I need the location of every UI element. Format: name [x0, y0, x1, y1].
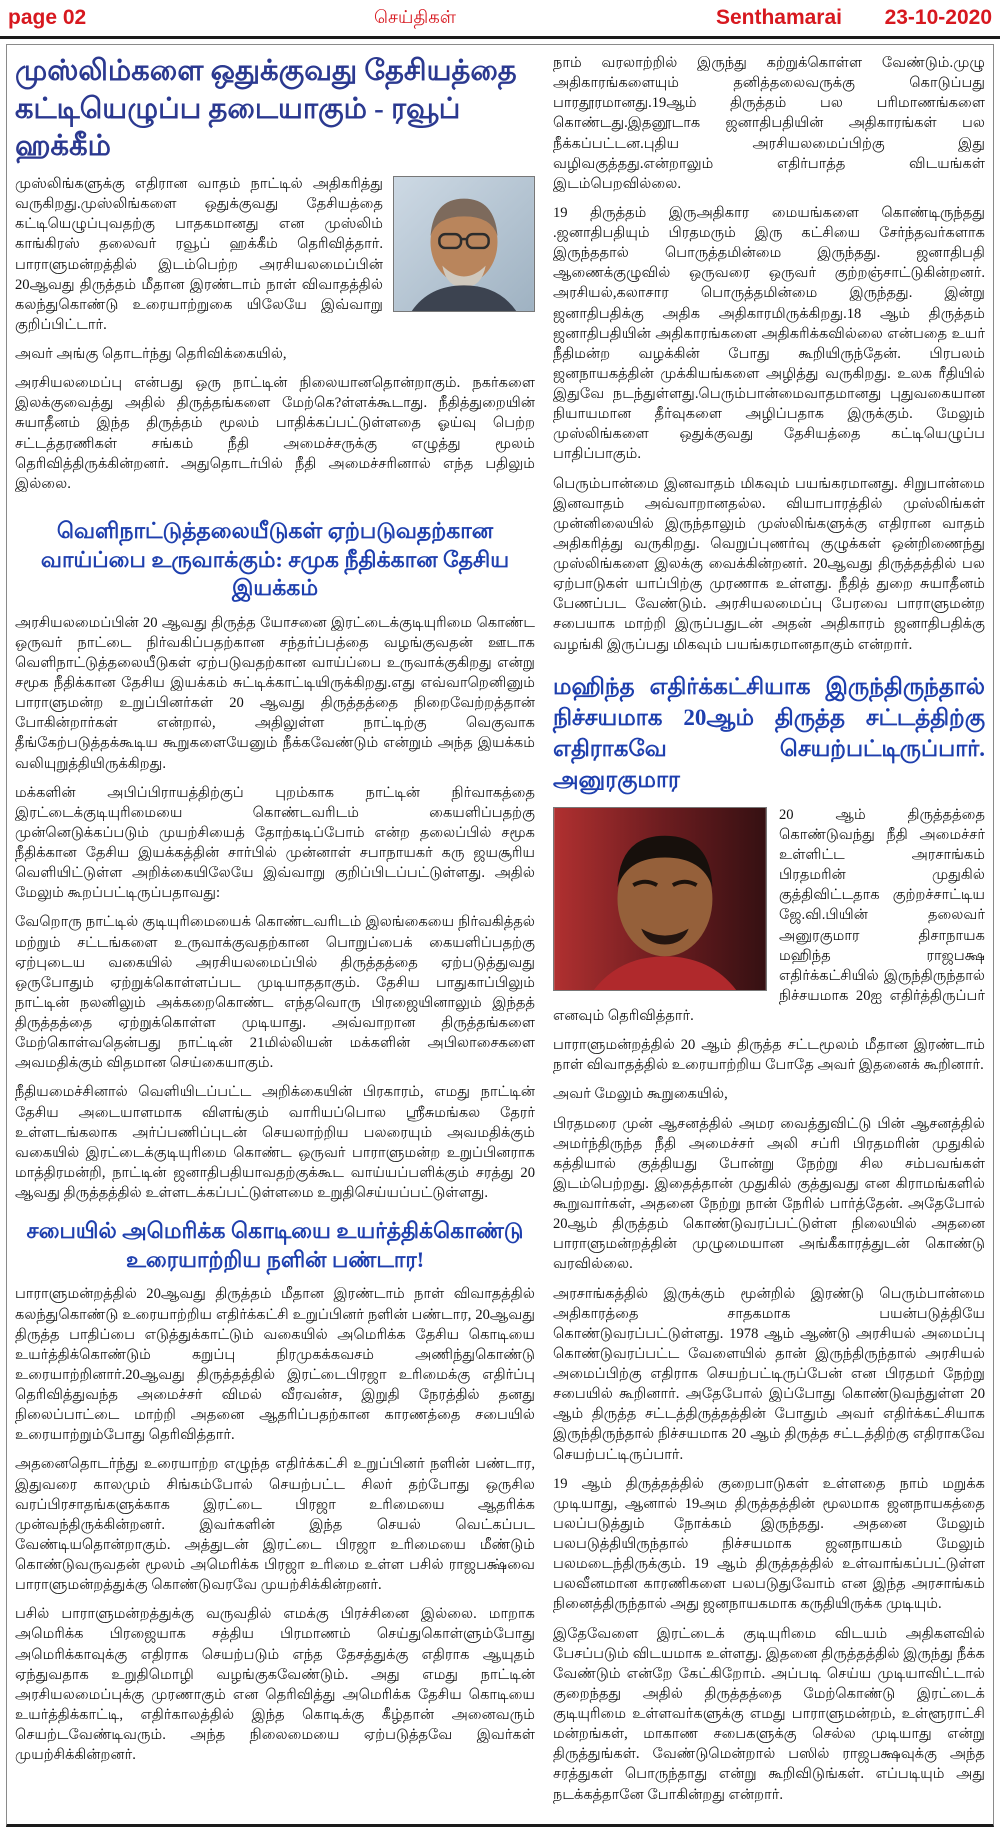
issue-date: 23-10-2020 [884, 6, 992, 29]
article-paragraph: அவர் அங்கு தொடர்ந்து தெரிவிக்கையில், [15, 346, 287, 363]
article3-body [15, 1284, 535, 1765]
article-paragraph: பெரும்பான்மை இனவாதம் மிகவும் பயங்கரமானது. சிறுபான்மை இனவாதம் அவ்வாறானதல்ல. வியாபாரத்தில் முஸ்லிங்கள் முன்னிலையில் இருந்தாலும் முஸ்லிங்களுக்கு எதிரான வாதம் அதிகரித்து வருகிறது. வெறுப்புணர்வு குழுக்கள் ஒன்றிணைந்து முஸ்லிங்களை இலக்கு வைக்கின்றனர். 20ஆவது திருத்தத்தில் பல ஏற்பாடுகள் யாப்பிற்கு முரணாக உள்ளது. நீதித் துறை சுயாதீனம் பேணப்பட வேண்டும். அரசியலமைப்பு பேரவை பாராளுமன்ற சபையாக மாற்றி இருப்பதுடன் அதன் அதிகாரம் ஜனாதிபதிக்கு வழங்கி இருப்பது மிகவும் பயங்கரமானதாகும் என்றார். [553, 475, 985, 653]
article-paragraph: முஸ்லிங்களுக்கு எதிரான வாதம் நாட்டில் அதிகரித்து வருகிறது.முஸ்லிங்களை ஒதுக்குவது தேசியத்தை கட்டியெழுப்புவதற்கு பாதகமானது என முஸ்லிம் காங்கிரஸ் தலைவர் ரவூப் ஹக்கீம் தெரிவித்தார். பாராளுமன்றத்தில் இடம்பெற்ற அரசியலமைப்பின் 20ஆவது திருத்தம் மீதான இரண்டாம் நாள் விவாதத்தில் கலந்துகொண்டு உரையாற்றுகை யிலேயே இவ்வாறு குறிப்பிட்டார். [15, 176, 383, 333]
masthead-divider [0, 36, 1000, 39]
article-paragraph: பசில் பாராளுமன்றத்துக்கு வருவதில் எமக்கு பிரச்சினை இல்லை. மாறாக அமெரிக்க பிரஜையாக சத்திய பிரமாணம் செய்துகொள்ளும்போது அமெரிக்காவுக்கு எதிராக செயற்படும் எந்த தேசத்துக்கு எதிராக ஆயுதம் ஏந்துவதாக உறுதிமொழி வழங்குகவேண்டும். அது எமது நாட்டின் அரசியலமைப்புக்கு முரணாகும் என தெரிவித்து அமெரிக்க தேசிய கொடியை உயர்த்திக்காட்டி, எதிர்காலத்தில் இந்த கொடிக்கு கீழ்தான் அனைவரும் செயற்டவேண்டிவரும். அந்த நிலைமையை ஏற்படுத்தவே இவர்கள் முயற்சிக்கின்றனர். [15, 1606, 535, 1764]
article2-headline: வெளிநாட்டுத்தலையீடுகள் ஏற்படுவதற்கான வாய்ப்பை உருவாக்கும்: சமுக நீதிக்கான தேசிய இயக்கம் [40, 517, 510, 601]
masthead [0, 0, 1000, 34]
section-title: செய்திகள் [374, 6, 456, 27]
article-paragraph: 20 ஆம் திருத்தத்தை கொண்டுவந்து நீதி அமைச்சர் உள்ளிட்ட அரசாங்கம் பிரதமரின் முதுகில் குத்திவிட்டதாக குற்றச்சாட்டிய ஜே.வி.பியின் தலைவர் அனுரகுமார திசாநாயக மஹிந்த ராஜபக்ஷ எதிர்க்கட்சியில் இருந்திருந்தால் நிச்சயமாக 20ஐ எதிர்த்திருப்பர் எனவும் தெரிவித்தார். [553, 806, 985, 1025]
article1-continuation [553, 53, 985, 655]
article1-headline: முஸ்லிம்களை ஒதுக்குவது தேசியத்தை கட்டியெழுப்ப தடையாகும் - ரவூப் ஹக்கீம் [15, 55, 517, 163]
article4-headline: மஹிந்த எதிர்க்கட்சியாக இருந்திருந்தால் நிச்சயமாக 20ஆம் திருத்த சட்டத்திற்கு எதிராகவே செயற்பட்டிருப்பார். அனுரகுமார [553, 673, 985, 792]
right-column [553, 51, 985, 1814]
article-paragraph: பாராளுமன்றத்தில் 20 ஆம் திருத்த சட்டமூலம் மீதான இரண்டாம் நாள் விவாதத்தில் உரையாற்றிய போதே அவர் இதனைக் கூறினார். [553, 1037, 985, 1074]
article-paragraph: அவர் மேலும் கூறுகையில், [553, 1086, 728, 1103]
photo-anura-kumara [553, 807, 767, 991]
article-paragraph: 19 திருத்தம் இருஅதிகார மையங்களை கொண்டிருந்தது .ஜனாதிபதியும் பிரதமரும் இரு கட்சியை சேர்ந்தவர்களாக இருந்ததால் பொருத்தமின்மை இருந்தது. ஜனாதிபதி ஆணைக்குழுவில் ஒருவரை ஒருவர் குற்றஞ்சாட்டுகின்றனர். அரசியல்,கலாசார பொருத்தமின்மை இருந்தது. இன்று ஜனாதிபதிக்கு அதிக அதிகாரமிருக்கிறது.18 ஆம் திருத்தம் ஜனாதிபதியின் அதிகாரங்களை அதிகரிக்கவில்லை என்பதை உயர் நீதிமன்ற வழக்கின் போது கூறியிருந்தேன். பிரபலம் ஜனநாயகத்தின் முக்கியங்களை அழித்து வருகிறது. உலக ரீதியில் இதுவே நடந்துள்ளது.பெரும்பான்மைவாதமானது புதுவகையான நியாயமான தீர்வுகளை அழிப்பதாக இருக்கும். மேலும் முஸ்லிங்களை ஒதுக்குவது தேசியத்தை கட்டியெழுப்ப பாதிப்பாகும். [553, 204, 985, 463]
article-paragraph: நாம் வரலாற்றில் இருந்து கற்றுக்கொள்ள வேண்டும்.முழு அதிகாரங்களையும் தனித்தலைவருக்கு கொடுப்பது பாரதூரமானது.19ஆம் திருத்தம் பல பரிமாணங்களை கொண்டது.இதனூடாக ஜனாதிபதியின் அதிகாரங்கள் பல நீக்கப்பட்டன.புதிய அரசியலமைப்பிற்கு இது வழிவகுத்தது.என்றாலும் எதிர்பாத்த விடயங்கள் இடம்பெறவில்லை. [553, 55, 985, 192]
article-paragraph: பிரதமரை முன் ஆசனத்தில் அமர வைத்துவிட்டு பின் ஆசனத்தில் அமர்ந்திருந்த நீதி அமைச்சர் அலி சப்ரி பிரதமரின் முதுகில் கத்தியால் குத்தியது போன்று நேற்று சில சம்பவங்கள் இடம்பெற்றது. இதைத்தான் முதுகில் குத்துவது என கிராமங்களில் கூறுவார்கள், அதனை நேற்று நான் நேரில் பார்த்தேன். அதேபோல் 20ஆம் திருத்தம் கொண்டுவரப்பட்டுள்ள நிலையில் அதனை பாராளுமன்றத்தின் முழுமையான அங்கீகாரத்துடன் கொண்டு வரவில்லை. [553, 1115, 985, 1273]
portrait-illustration [394, 177, 534, 311]
article3-headline: சபையில் அமெரிக்க கொடியை உயர்த்திக்கொண்டு உரையாற்றிய நளின் பண்டார! [26, 1218, 524, 1272]
paper-name: Senthamarai [715, 6, 842, 29]
article-paragraph: வேறொரு நாட்டில் குடியுரிமையைக் கொண்டவரிடம் இலங்கையை நிர்வகித்தல் மற்றும் சட்டங்களை உருவாக்குவதற்கான பொறுப்பைக் கையளிப்பதற்கு ஏற்புடைய வகையில் அரசியலமைப்பில் திருத்தத்தை ஏற்படுத்துவது ஒருபோதும் ஏற்றுக்கொள்ளப்பட முடியாததாகும். தேசிய பாதுகாப்பிலும் நாட்டின் நலனிலும் அக்கறைகொண்ட எந்தவொரு பிரஜையினாலும் இந்தத் திருத்தத்தை ஏற்றுக்கொள்ள முடியாது. அவ்வாறான திருத்தங்களை மேற்கொள்வதென்பது நாட்டின் 21மில்லியன் மக்களின் அபிலாசைகளை அவமதிக்கும் விதமான செய்கையாகும். [15, 914, 535, 1072]
photo-rauf-hakeem [393, 176, 535, 312]
article-paragraph: பாராளுமன்றத்தில் 20ஆவது திருத்தம் மீதான இரண்டாம் நாள் விவாதத்தில் கலந்துகொண்டு உரையாற்றிய எதிர்க்கட்சி உறுப்பினர் நளின் பண்டார, 20ஆவது திருத்த பாதிப்பை எடுத்துக்காட்டும் வகையில் அமெரிக்க தேசிய கொடியை உயர்த்திக்கொண்டும் கறுப்பு நிரமுகக்கவசம் அணிந்துகொண்டு உரையாற்றினார்.20ஆவது திருத்தத்தில் இரட்டைபிரஜா உரிமைக்கு எதிர்ப்பு தெரிவித்துவந்த அமைச்சர் விமல் வீரவன்ச, இறுதி நேரத்தில் தனது நிலைப்பாட்டை மாற்றி அதனை ஆதரிப்பதற்கான காரணத்தை சபையில் உரையாற்றும்போது தெரிவித்தார். [15, 1286, 535, 1444]
content-frame [6, 44, 994, 1827]
article-paragraph: மக்களின் அபிப்பிராயத்திற்குப் புறம்காக நாட்டின் நிர்வாகத்தை இரட்டைக்குடியுரிமையை கொண்டவரிடம் கையளிப்பதற்கு முன்னெடுக்கப்படும் முயற்சியைத் தோற்கடிப்போம் என்ற தலைப்பில் சமூக நீதிக்கான தேசிய இயக்கத்தின் சார்பில் முன்னாள் சபாநாயகர் கரு ஜயசூரிய வெளியிட்டுள்ள அறிக்கையிலேயே இவ்வாறு குறிப்பிடப்பட்டுள்ளது. அதில் மேலும் கூறப்பட்டிருப்பதாவது: [15, 784, 535, 902]
left-column [15, 51, 535, 1814]
article2-body [15, 613, 535, 1204]
article-paragraph: அரசாங்கத்தில் இருக்கும் மூன்றில் இரண்டு பெரும்பான்மை அதிகாரத்தை சாதகமாக பயன்படுத்தியே கொண்டுவரப்பட்டுள்ளது. 1978 ஆம் ஆண்டு அரசியல் அமைப்பு கொண்டுவரப்பட்ட வேளையில் தான் இருந்திருந்தால் அரசியல் அமைப்பிற்கு எதிராக செயற்பட்டிருப்பேன் என பிரதமர் நேற்று சபையில் கூறினார். அதேபோல் இப்போது கொண்டுவந்துள்ள 20 ஆம் திருத்த சட்டத்திருத்தத்தின் போதும் அவர் எதிர்க்கட்சியாக இருந்திருந்தால் நிச்சயமாக 20 ஆம் திருத்த சட்டத்திற்கு எதிராகவே செயற்பட்டிருப்பார். [553, 1285, 985, 1463]
article4-body [553, 805, 985, 1814]
portrait-illustration [554, 808, 766, 990]
article-paragraph: அரசியலமைப்பு என்பது ஒரு நாட்டின் நிலையானதொன்றாகும். நகர்களை இலக்குவைத்து அதில் திருத்தங்களை மேற்கெ?ள்ளக்கூடாது. நீதித்துறையின் சுயாதீனம் இந்த திருத்தம் மூலம் பாதிக்கப்பட்டுள்ளதை ஓய்வு பெற்ற சட்டத்தரணிகள் சங்கம் நீதி அமைச்சருக்கு எழுத்து மூலம் தெரிவித்திருக்கின்றனர். அதுதொடர்பில் நீதி அமைச்சரினால் எந்த பதிலும் இல்லை. [15, 375, 535, 492]
article-paragraph: நீதியமைச்சினால் வெளியிடப்பட்ட அறிக்கையின் பிரகாரம், எமது நாட்டின் தேசிய அடையாளமாக விளங்கும் வாரியப்பொல ஸ்ரீசுமங்கல தேரர் உள்ளடங்கலாக அர்ப்பணிப்புடன் செயலாற்றிய பலரையும் அவமதிக்கும் வகையில் இரட்டைக்குடியுரிமை கொண்ட ஒருவர் பாராளுமன்ற உறுப்பினராக மாத்திரமன்றி, நாட்டின் ஜனாதிபதியாவதற்குக்கூட வாய்யப்பளிக்கும் சரத்து 20 ஆவது திருத்தத்தில் உள்ளடக்கப்பட்டுள்ளமை உறுதிசெய்யப்பட்டுள்ளது. [15, 1084, 535, 1202]
page-number: page 02 [8, 6, 87, 29]
article-paragraph: இதேவேளை இரட்டைக் குடியுரிமை விடயம் அதிகளவில் பேசப்படும் விடயமாக உள்ளது. இதனை திருத்தத்தில் இருந்து நீக்க வேண்டும் என்றே கேட்கிறோம். அப்படி செய்ய முடியாவிட்டால் குறைந்தது அதில் திருத்தத்தை மேற்கொண்டு இரட்டைக் குடியுரிமை உள்ளவர்களுக்கு எமது பாராளுமன்றம், உள்ளூராட்சி மன்றங்கள், மாகாண சபைகளுக்கு செல்ல முடியாது என்று திருத்துங்கள். வேண்டுமென்றால் பஸில் ராஜபக்ஷவுக்கு அந்த சரத்துகள் பொருந்தாது என்று கூறிவிடுங்கள். எப்படியும் அது நடக்கத்தானே போகின்றது என்றார். [553, 1625, 985, 1803]
article-paragraph: அரசியலமைப்பின் 20 ஆவது திருத்த யோசனை இரட்டைக்குடியுரிமை கொண்ட ஒருவர் நாட்டை நிர்வகிப்பதற்கான சந்தர்ப்பத்தை வழங்குவதன் ஊடாக வெளிநாட்டுத்தலையீடுகள் ஏற்படுவதற்கான வாய்ப்பை உருவாக்குகிறது என்று சமூக நீதிக்கான தேசிய இயக்கம் சுட்டிக்காட்டியிருக்கிறது.எது எவ்வாறெனினும் பாராளுமன்ற உறுப்பினர்கள் 20 ஆவது திருத்தத்தை நிறைவேற்றத்தான் போகின்றார்கள் என்றால், அதிலுள்ள நாட்டிற்கு வெகுவாக தீங்கேற்படுத்தக்கூடிய கூறுகளையேனும் நீக்கவேண்டும் என்றும் அந்த இயக்கம் வலியுறுத்தியிருக்கிறது. [15, 614, 535, 772]
article-paragraph: அதனைதொடர்ந்து உரையாற்ற எழுந்த எதிர்க்கட்சி உறுப்பினர் நளின் பண்டார, இதுவரை காலமும் சிங்கம்போல் செயற்பட்ட சிலர் தற்போது ஒருசில வரப்பிரசாதங்களுக்காக இரட்டை பிரஜா உரிமையை ஆதரிக்க முன்வந்திருக்கின்றனர். இவர்களின் இந்த செயல் வெட்கப்பட வேண்டியதொன்றாகும். அத்துடன் இரட்டை பிரஜா உரிமையை மீண்டும் கொண்டுவருவதன் மூலம் அமெரிக்க பிரஜா உரிமை உள்ள பசில் ராஜபக்ஷ்வை பாராளுமன்றத்துக்கு கொண்டுவரவே முயற்சிக்கின்றனர். [15, 1456, 535, 1594]
article-paragraph: 19 ஆம் திருத்தத்தில் குறைபாடுகள் உள்ளதை நாம் மறுக்க முடியாது, ஆனால் 19அம திருத்தத்தின் மூலமாக ஜனநாயகத்தை பலப்படுத்தும் நோக்கம் இருந்தது. அதனை மேலும் பலபடுத்தியிருந்தால் நிச்சயமாக ஜனநாயகம் மேலும் பலமடைந்திருக்கும். 19 ஆம் திருத்தத்தில் உள்வாங்கப்பட்டுள்ள பலவீனமான காரணிகளை பலபடுதுவோம் என இந்த அரசாங்கம் நினைத்திருந்தால் அது ஜனநாயகமாக கருதியிருக்க முடியும். [553, 1475, 985, 1613]
article1-body [15, 174, 535, 503]
